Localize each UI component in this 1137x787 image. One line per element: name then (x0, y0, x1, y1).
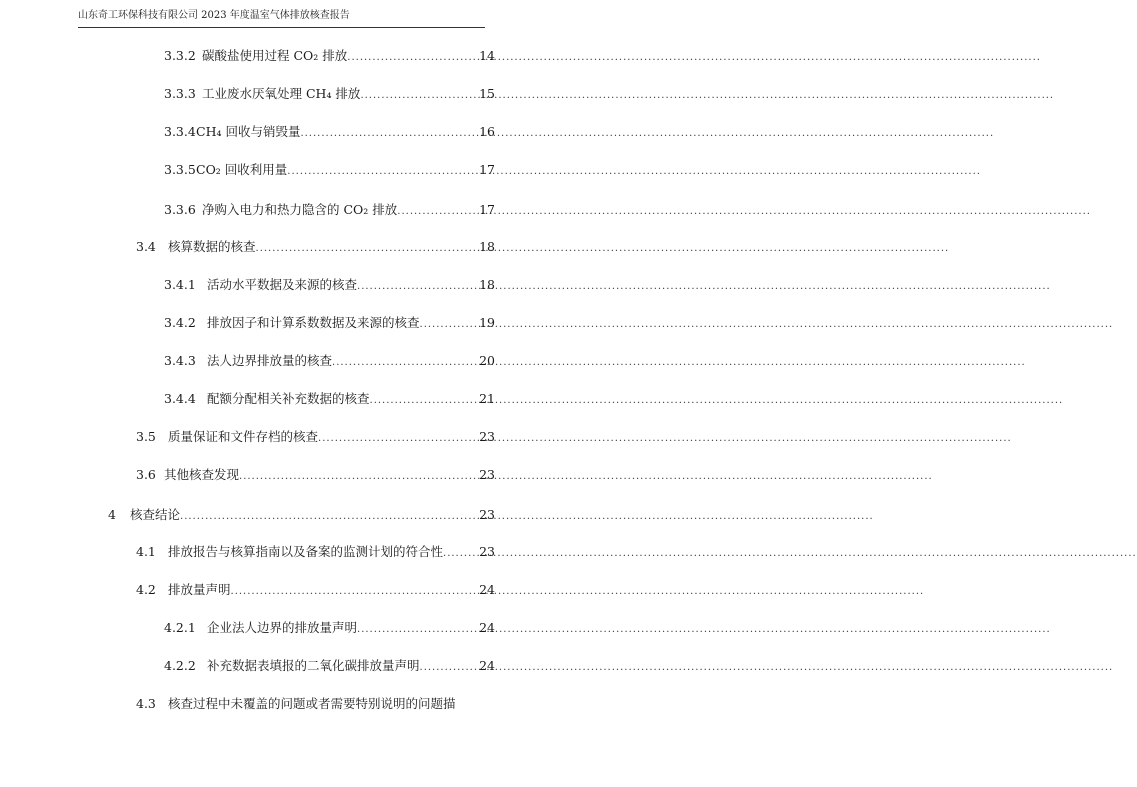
toc-number: 3.4.3 (164, 353, 196, 368)
toc-number: 3.4 (136, 239, 156, 254)
toc-leader-dots (357, 277, 479, 297)
toc-entry-3-3-3[interactable] (164, 84, 495, 104)
toc-leader-dots (397, 202, 479, 222)
toc-page-number: 18 (479, 239, 495, 254)
toc-entry-3-3-4[interactable] (164, 122, 495, 142)
toc-entry-4-2[interactable] (136, 580, 495, 600)
toc-title: 企业法人边界的排放量声明 (207, 620, 358, 635)
toc-leader-dots (256, 239, 480, 259)
toc-title: 质量保证和文件存档的核查 (168, 429, 319, 444)
toc-title: 排放因子和计算系数数据及来源的核查 (207, 315, 420, 330)
toc-number: 3.4.4 (164, 391, 196, 406)
toc-leader-dots (370, 391, 480, 411)
toc-entry-4-3[interactable] (136, 694, 495, 714)
toc-number: 3.5 (136, 429, 156, 444)
toc-page-number: 24 (479, 658, 495, 673)
toc-leader-dots (347, 48, 479, 68)
toc-number: 4 (108, 507, 116, 522)
toc-number: 3.3.3 (164, 86, 196, 101)
toc-title: 碳酸盐使用过程 CO₂ 排放 (202, 48, 348, 63)
toc-entry-3-4-1[interactable] (164, 275, 495, 295)
toc-title: 排放报告与核算指南以及备案的监测计划的符合性 (168, 544, 444, 559)
toc-leader-dots (443, 544, 479, 564)
toc-page-number: 21 (479, 391, 495, 406)
toc-entry-4[interactable] (108, 505, 495, 525)
toc-leader-dots (231, 582, 480, 602)
toc-number: 3.3.6 (164, 202, 196, 217)
toc-title: 工业废水厌氧处理 CH₄ 排放 (202, 86, 361, 101)
toc-leader-dots (360, 86, 479, 106)
toc-leader-dots (300, 124, 479, 144)
toc-entry-3-4[interactable] (136, 237, 495, 257)
toc-title: 法人边界排放量的核查 (207, 353, 333, 368)
toc-number: 4.2.1 (164, 620, 196, 635)
toc-title: CO₂ 回收利用量 (196, 162, 288, 177)
toc-page-number: 23 (479, 507, 495, 522)
toc-page-number: 15 (479, 86, 495, 101)
toc-page-number: 23 (479, 544, 495, 559)
toc-title: 净购入电力和热力隐含的 CO₂ 排放 (202, 202, 398, 217)
toc-page-number: 17 (479, 162, 495, 177)
toc-number: 4.2 (136, 582, 156, 597)
toc-title: 补充数据表填报的二氧化碳排放量声明 (207, 658, 420, 673)
toc-page-number: 18 (479, 277, 495, 292)
toc-entry-3-3-6[interactable] (164, 200, 495, 220)
toc-leader-dots (332, 353, 479, 373)
toc-number: 3.3.5 (164, 162, 196, 177)
toc-leader-dots (318, 429, 479, 449)
toc-entry-3-5[interactable] (136, 427, 495, 447)
toc-entry-4-2-2[interactable] (164, 656, 495, 676)
toc-entry-4-1[interactable] (136, 542, 495, 562)
toc-entry-3-4-4[interactable] (164, 389, 495, 409)
toc-title: 活动水平数据及来源的核查 (207, 277, 358, 292)
toc-leader-dots (420, 315, 480, 335)
toc-entry-3-6[interactable] (136, 465, 495, 485)
toc-title: 核算数据的核查 (168, 239, 256, 254)
toc-page-number: 16 (479, 124, 495, 139)
toc-page-number: 24 (479, 582, 495, 597)
toc-number: 3.4.1 (164, 277, 196, 292)
toc-leader-dots (180, 507, 479, 527)
toc-number: 3.6 (136, 467, 156, 482)
toc-title: 配额分配相关补充数据的核查 (207, 391, 370, 406)
toc-leader-dots (420, 658, 480, 678)
toc-title: 核查结论 (130, 507, 181, 522)
toc-number: 4.3 (136, 696, 156, 711)
toc-entry-3-4-3[interactable] (164, 351, 495, 371)
toc-entry-3-4-2[interactable] (164, 313, 495, 333)
toc-page-number: 14 (479, 48, 495, 63)
toc-page-number: 19 (479, 315, 495, 330)
toc-title: 其他核查发现 (164, 467, 240, 482)
toc-number: 3.4.2 (164, 315, 196, 330)
toc-page-number: 23 (479, 429, 495, 444)
toc-page-number: 17 (479, 202, 495, 217)
toc-page-number: 23 (479, 467, 495, 482)
toc-number: 3.3.4 (164, 124, 196, 139)
toc-number: 4.2.2 (164, 658, 196, 673)
page-header: 山东奇工环保科技有限公司 2023 年度温室气体排放核查报告 (78, 10, 350, 21)
toc-page-number: 24 (479, 620, 495, 635)
toc-leader-dots (239, 467, 479, 487)
toc-number: 4.1 (136, 544, 156, 559)
toc-entry-3-3-5[interactable] (164, 160, 495, 180)
toc-number: 3.3.2 (164, 48, 196, 63)
toc-entry-4-2-1[interactable] (164, 618, 495, 638)
toc-title: 核查过程中未覆盖的问题或者需要特别说明的问题描 (168, 696, 456, 711)
toc-title: 排放量声明 (168, 582, 231, 597)
toc-entry-3-3-2[interactable] (164, 46, 495, 66)
toc-page-number: 20 (479, 353, 495, 368)
header-divider (78, 27, 485, 28)
toc-leader-dots (357, 620, 479, 640)
toc-title: CH₄ 回收与销毁量 (196, 124, 301, 139)
toc-leader-dots (287, 162, 479, 182)
